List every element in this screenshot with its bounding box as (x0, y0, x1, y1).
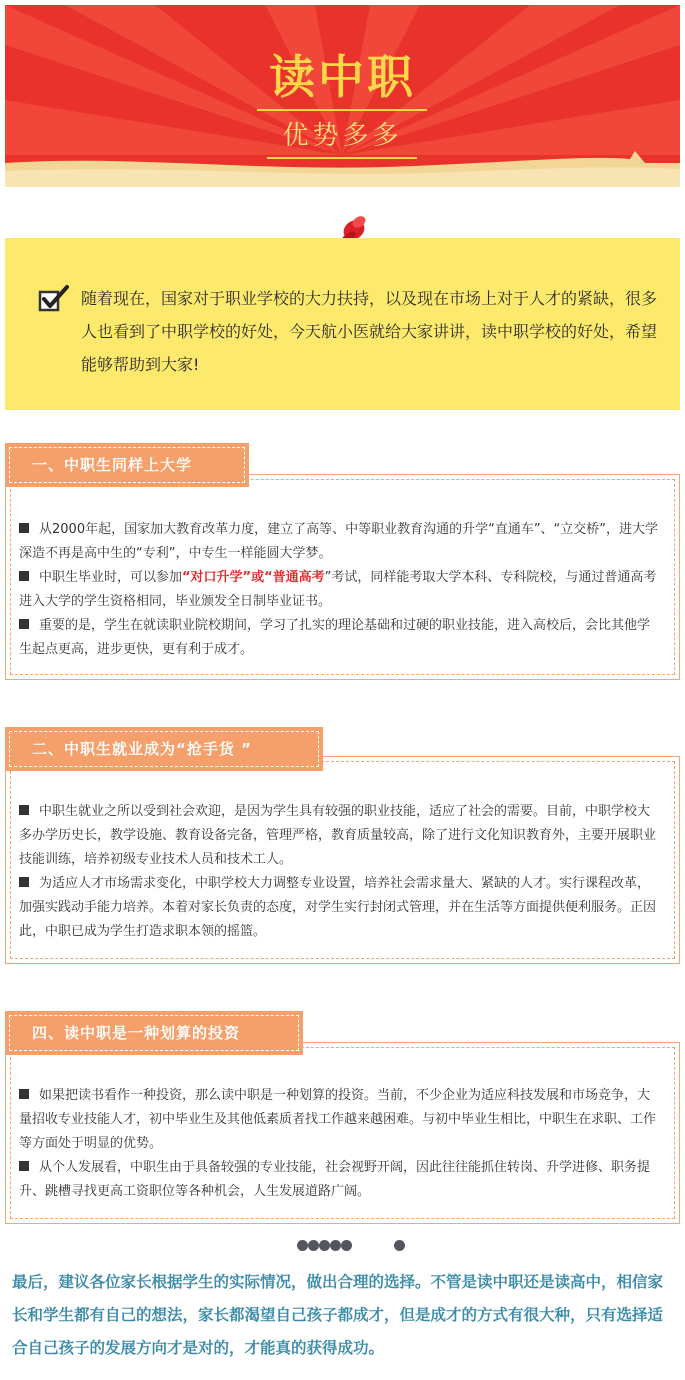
section-body-university (19, 518, 661, 662)
paragraph: 从个人发展看，中职生由于具备较强的专业技能，社会视野开阔，因此往往能抓住转岗、升学进修、职务提升、跳槽寻找更高工资职位等各种机会，人生发展道路广阔。 (19, 1160, 651, 1199)
section-tab-investment (5, 1011, 303, 1055)
checkbox-check-icon (38, 284, 70, 312)
intro-text: 随着现在，国家对于职业学校的大力扶持，以及现在市场上对于人才的紧缺，很多人也看到了中职学校的好处，今天航小医就给大家讲讲，读中职学校的好处，希望能够帮助到大家! (81, 289, 658, 374)
bullet-icon (19, 619, 29, 629)
bullet-icon (19, 571, 29, 581)
paragraph: 为适应人才市场需求变化，中职学校大力调整专业设置，培养社会需求量大、紧缺的人才。实行课程改革，加强实践动手能力培养。本着对家长负责的态度，对学生实行封闭式管理，并在生活等方面提供便利服务。正因此，中职已成为学生打造求职本领的摇篮。 (19, 876, 657, 939)
conclusion-text: 最后，建议各位家长根据学生的实际情况，做出合理的选择。不管是读中职还是读高中，相信家长和学生都有自己的想法，家长都渴望自己孩子都成才，但是成才的方式有很大种，只有选择适合自己孩子的发展方向才是对的，才能真的获得成功。 (12, 1273, 664, 1357)
dot-icon (319, 1240, 330, 1251)
section-title: 四、读中职是一种划算的投资 (9, 1015, 299, 1051)
paragraph: 从2000年起，国家加大教育改革力度，建立了高等、中等职业教育沟通的升学“直通车”、“立交桥”，进大学深造不再是高中生的“专利”，中专生一样能圆大学梦。 (19, 522, 659, 561)
bullet-icon (19, 523, 29, 533)
section-tab-university (5, 443, 249, 487)
bullet-icon (19, 1089, 29, 1099)
highlight-exam-types: “对口升学”或“普通高考 (182, 570, 325, 585)
paragraph: 中职生就业之所以受到社会欢迎，是因为学生具有较强的职业技能，适应了社会的需要。目前，中职学校大多办学历史长，教学设施、教育设备完备，管理严格，教育质量较高，除了进行文化知识教育外，主要开展职业技能训练，培养初级专业技术人员和技术工人。 (19, 804, 657, 867)
dot-icon (394, 1240, 405, 1251)
dot-icon (330, 1240, 341, 1251)
dot-icon (308, 1240, 319, 1251)
section-body-employment (19, 800, 661, 944)
section-title: 一、中职生同样上大学 (9, 447, 245, 483)
section-body-investment (19, 1084, 661, 1204)
dot-icon (297, 1240, 308, 1251)
header-banner (5, 5, 680, 187)
subtitle-underline (267, 157, 417, 159)
section-title: 二、中职生就业成为“抢手货 ” (9, 731, 319, 767)
bullet-icon (19, 877, 29, 887)
title-divider (257, 109, 427, 111)
bullet-icon (19, 1161, 29, 1171)
paragraph: 如果把读书看作一种投资，那么读中职是一种划算的投资。当前，不少企业为适应科技发展和市场竞争，大量招收专业技能人才，初中毕业生及其他低素质者找工作越来越困难。与初中毕业生相比，中职生在求职、工作等方面处于明显的优势。 (19, 1088, 657, 1151)
page-subtitle: 优势多多 (282, 121, 403, 151)
page-title: 读中职 (269, 50, 416, 104)
dot-icon (341, 1240, 352, 1251)
intro-callout (5, 238, 680, 410)
paragraph: 重要的是，学生在就读职业院校期间，学习了扎实的理论基础和过硬的职业技能，进入高校后，会比其他学生起点更高，进步更快，更有利于成才。 (19, 618, 651, 657)
paragraph: 中职生毕业时，可以参加“对口升学”或“普通高考”考试，同样能考取大学本科、专科院校，与通过普通高考进入大学的学生资格相同，毕业颁发全日制毕业证书。 (19, 570, 657, 609)
bullet-icon (19, 805, 29, 815)
section-tab-employment (5, 727, 323, 771)
